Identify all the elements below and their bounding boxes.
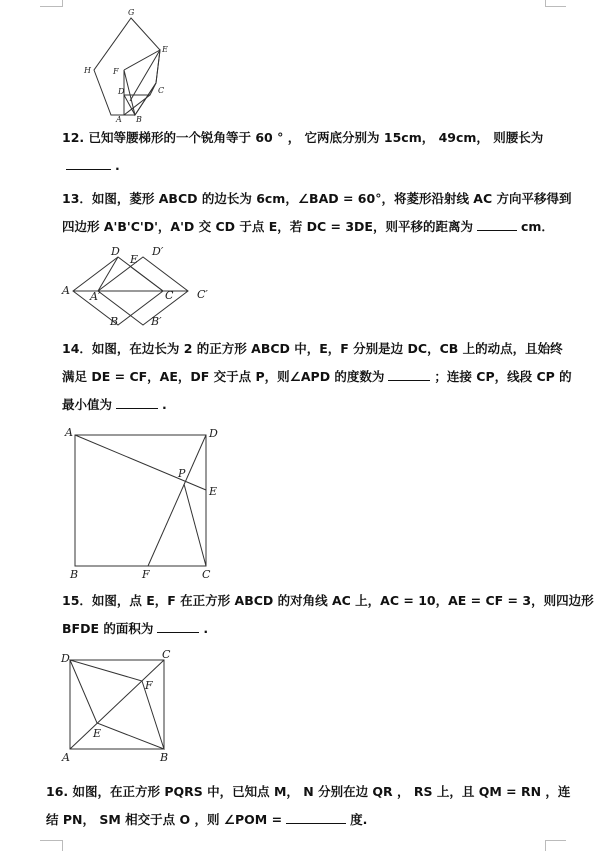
label-p: P	[178, 467, 186, 480]
segment-ec	[131, 267, 163, 291]
question-14-line-3-start: 最小值为	[62, 397, 113, 412]
label-d: D	[111, 245, 120, 258]
label-d-prime: D′	[152, 245, 164, 258]
label-a: A	[62, 751, 70, 764]
question-15-line-1: 15．如图，点 E，F 在正方形 ABCD 的对角线 AC 上，AC = 10，AE = CF = 3，则四边形	[62, 593, 594, 608]
label-b: B	[136, 115, 142, 124]
question-14-line-3	[62, 391, 552, 419]
question-14-line-1: 14．如图，在边长为 2 的正方形 ABCD 中，E，F 分别是边 DC，CB 上的动点，且始终	[62, 341, 563, 356]
page-corner-mark	[40, 0, 63, 7]
answer-blank[interactable]	[116, 393, 158, 409]
segment-dc	[124, 95, 135, 115]
label-a: A	[62, 284, 70, 297]
question-14-line-3-end: .	[162, 397, 167, 412]
question-15-line-2	[62, 615, 552, 643]
label-e: E	[93, 727, 102, 740]
question-13-line-2-start: 四边形 A'B'C'D'，A'D 交 CD 于点 E，若 DC = 3DE，则平移的距离为	[62, 219, 473, 234]
question-16	[46, 778, 571, 834]
label-d: D	[61, 652, 70, 665]
figure-q13-rhombus	[60, 243, 220, 333]
label-a-prime: A′	[90, 290, 101, 303]
label-b: B	[70, 568, 79, 581]
question-13-line-2	[62, 213, 552, 241]
label-b: B	[110, 315, 119, 328]
question-15	[62, 587, 594, 643]
question-14	[62, 335, 572, 419]
question-13-line-1: 13．如图，菱形 ABCD 的边长为 6cm，∠BAD = 60°，将菱形沿射线 AC 方向平移得到	[62, 191, 572, 206]
question-13	[62, 185, 572, 241]
segment-ae	[75, 435, 206, 490]
answer-blank[interactable]	[477, 215, 517, 231]
answer-blank[interactable]	[157, 617, 199, 633]
question-12-line-2	[62, 152, 552, 180]
question-15-line-2-start: BFDE 的面积为	[62, 621, 154, 636]
question-15-line-2-end: .	[203, 621, 209, 636]
label-e: E	[162, 45, 168, 54]
question-14-line-2	[62, 363, 572, 391]
label-e: E	[209, 485, 218, 498]
label-c: C	[165, 289, 174, 302]
question-13-line-2-end: cm．	[520, 219, 554, 234]
segment-df	[148, 435, 206, 566]
question-16-line-1: 16. 如图，在正方形 PQRS 中，已知点 M， N 分别在边 QR ， RS 上，且 QM = RN ，连	[46, 784, 571, 799]
label-c: C	[162, 648, 171, 661]
label-f: F	[142, 568, 150, 581]
label-a: A	[65, 426, 73, 439]
figure-q14-square	[60, 423, 230, 583]
label-c: C	[158, 86, 165, 95]
label-d: D	[209, 427, 218, 440]
label-f: F	[113, 67, 119, 76]
question-14-line-2-start: 满足 DE = CF，AE，DF 交于点 P，则∠APD 的度数为	[62, 369, 385, 384]
label-c-prime: C′	[197, 288, 208, 301]
question-12-line-1: 12. 已知等腰梯形的一个锐角等于 60 ° ， 它两底分别为 15cm， 49cm， 则腰长为	[62, 130, 544, 145]
label-e: E	[130, 253, 139, 266]
label-d: D	[118, 87, 125, 96]
square-abcd	[75, 435, 206, 566]
question-12	[62, 124, 552, 180]
label-g: G	[128, 8, 135, 17]
segment-a1d	[98, 257, 118, 291]
segment-cp	[184, 484, 206, 566]
answer-blank[interactable]	[66, 154, 111, 170]
answer-blank[interactable]	[388, 365, 430, 381]
label-b-prime: B′	[151, 315, 162, 328]
question-16-line-2-end: 度.	[350, 812, 368, 827]
page-corner-mark	[40, 840, 63, 851]
label-a: A	[116, 115, 122, 124]
question-12-end: .	[115, 158, 120, 173]
page-corner-mark	[545, 0, 566, 7]
question-16-line-2	[46, 806, 556, 834]
figure-q15-square	[58, 648, 178, 763]
question-14-line-2-end: ；连接 CP，线段 CP 的	[434, 369, 572, 384]
answer-blank[interactable]	[286, 808, 346, 824]
label-f: F	[145, 679, 153, 692]
figure-top	[80, 5, 180, 125]
question-16-line-2-start: 结 PN， SM 相交于点 O ，则 ∠POM =	[46, 812, 283, 827]
page-corner-mark	[545, 840, 566, 851]
label-h: H	[84, 66, 91, 75]
label-b: B	[160, 751, 169, 764]
segment-fe	[130, 50, 160, 101]
label-c: C	[202, 568, 211, 581]
